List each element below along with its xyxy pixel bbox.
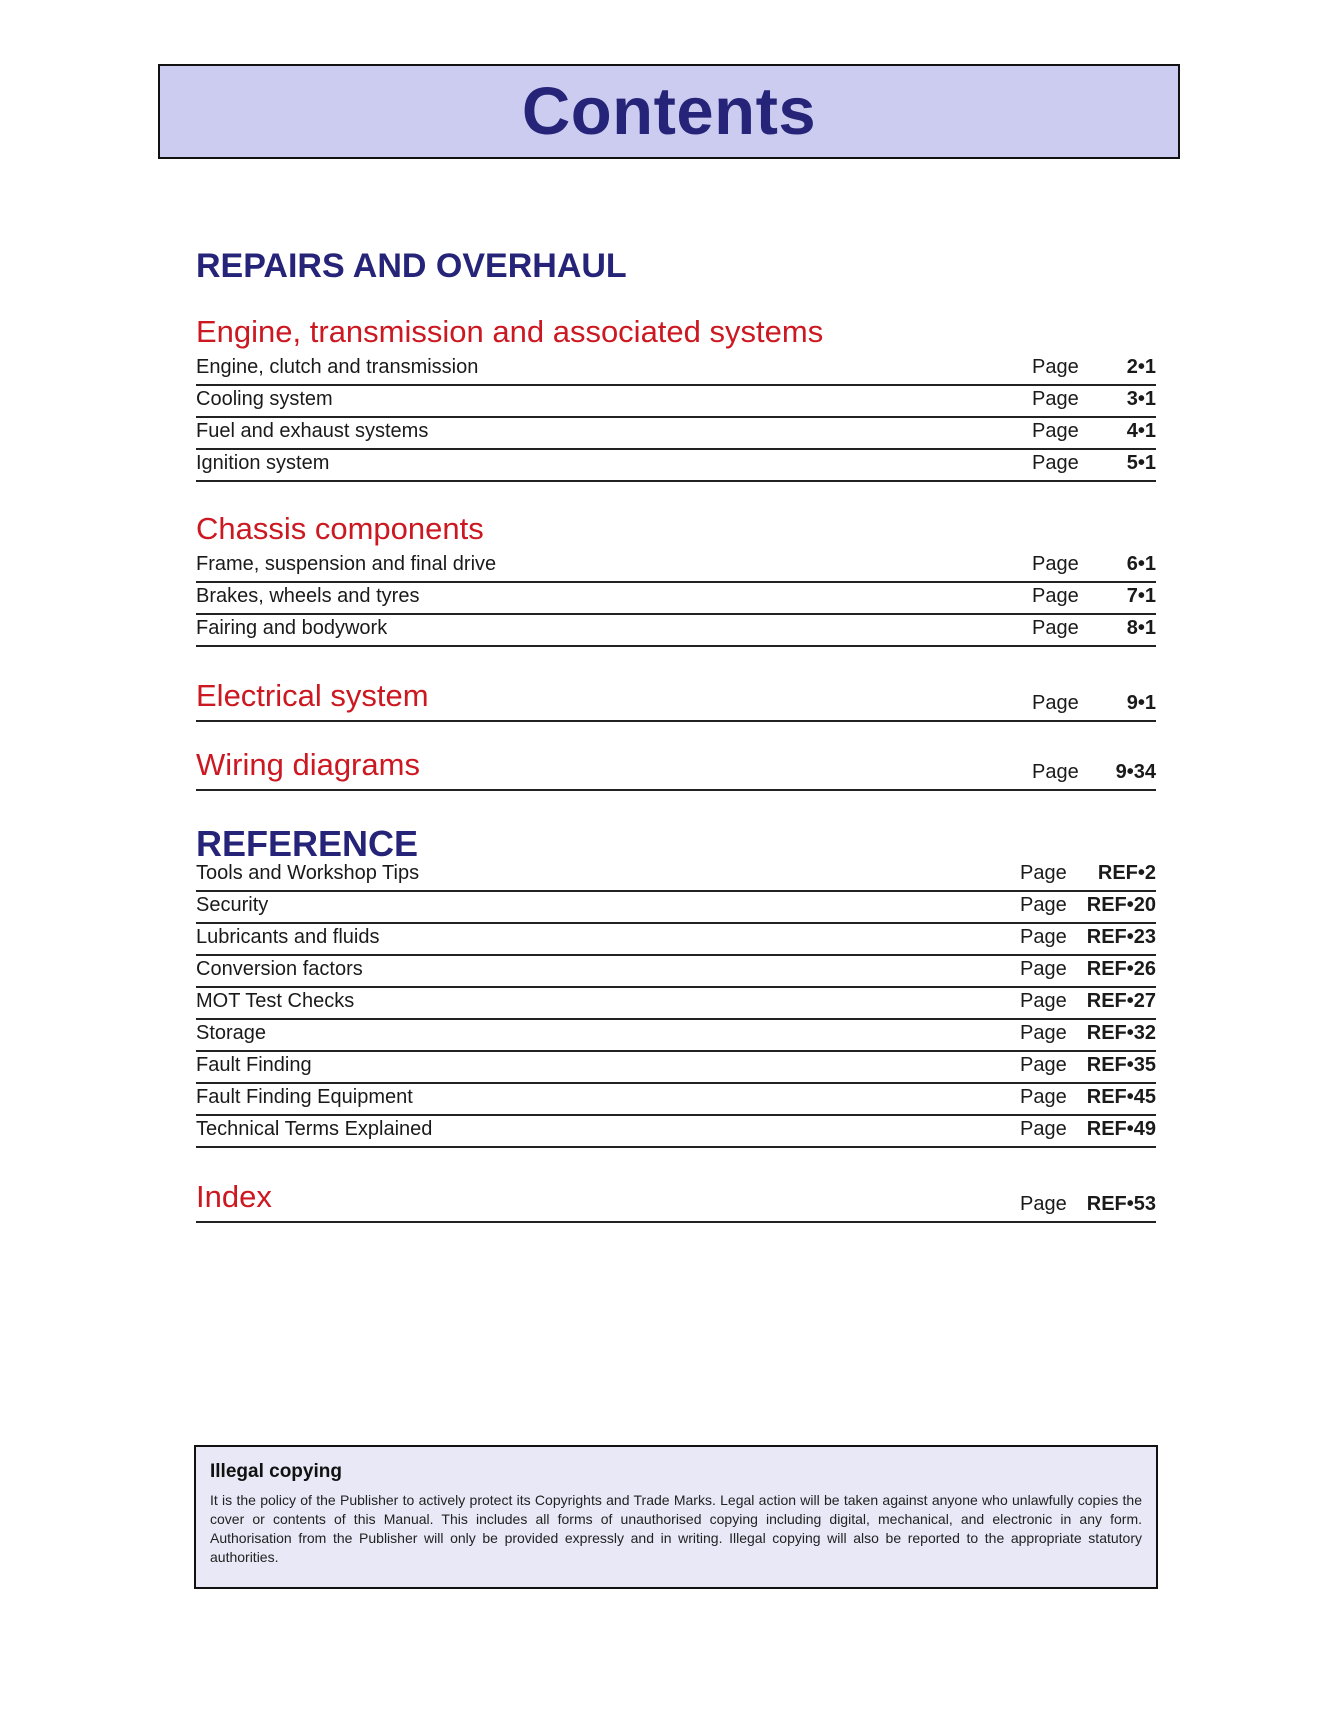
engine-section-title: Engine, transmission and associated systems: [196, 314, 824, 349]
chassis-section-title: Chassis components: [196, 511, 484, 546]
page-word: Page: [1020, 894, 1067, 916]
toc-row-label: Fuel and exhaust systems: [196, 420, 429, 442]
page-number: 3•1: [1126, 388, 1156, 410]
page-number: 9•1: [1126, 692, 1156, 714]
toc-row-label: Electrical system: [196, 678, 429, 713]
toc-row-fault-finding-equipment[interactable]: [196, 1082, 1156, 1116]
page-word: Page: [1020, 862, 1067, 884]
toc-row-label: Tools and Workshop Tips: [196, 862, 420, 884]
toc-row-label: MOT Test Checks: [196, 990, 355, 1012]
page-word: Page: [1020, 1054, 1067, 1076]
toc-row-storage[interactable]: [196, 1018, 1156, 1052]
toc-row-brakes-wheels[interactable]: [196, 581, 1156, 615]
toc-row-security[interactable]: [196, 890, 1156, 924]
toc-row-conversion[interactable]: [196, 954, 1156, 988]
page-number: REF•35: [1086, 1054, 1156, 1076]
page-number: REF•26: [1086, 958, 1156, 980]
page-word: Page: [1020, 1118, 1067, 1140]
contents-title-box: [158, 64, 1180, 159]
toc-row-label: Storage: [196, 1022, 267, 1044]
toc-row-engine-clutch[interactable]: [196, 350, 1156, 386]
page-word: Page: [1032, 617, 1079, 639]
illegal-copying-notice: [194, 1445, 1158, 1589]
page-word: Page: [1032, 585, 1079, 607]
toc-row-label: Brakes, wheels and tyres: [196, 585, 420, 607]
toc-row-ignition[interactable]: [196, 448, 1156, 482]
toc-row-label: Frame, suspension and final drive: [196, 553, 497, 575]
toc-row-electrical[interactable]: [196, 670, 1156, 722]
toc-row-label: Ignition system: [196, 452, 330, 474]
page-word: Page: [1020, 1086, 1067, 1108]
toc-row-frame-suspension[interactable]: [196, 547, 1156, 583]
page-number: 7•1: [1126, 585, 1156, 607]
page-word: Page: [1020, 1022, 1067, 1044]
toc-row-index[interactable]: [196, 1171, 1156, 1223]
toc-row-fuel-exhaust[interactable]: [196, 416, 1156, 450]
page-word: Page: [1020, 1193, 1067, 1215]
page-number: REF•2: [1097, 862, 1156, 884]
toc-row-lubricants[interactable]: [196, 922, 1156, 956]
page-number: 2•1: [1126, 356, 1156, 378]
notice-text: It is the policy of the Publisher to actively protect its Copyrights and Trade Marks. Legal action will be taken against anyone who unlawfully copies the cover or contents of this Manual. This includes all forms of unauthorised copying including digital, mechanical, and electronic in any form. Authorisation from the Publisher will only be provided expressly and in writing. Illegal copying will also be reported to the appropriate statutory authorities.: [210, 1492, 1142, 1565]
page-word: Page: [1032, 452, 1079, 474]
page-word: Page: [1032, 692, 1079, 714]
page-word: Page: [1032, 388, 1079, 410]
toc-row-label: Cooling system: [196, 388, 333, 410]
page-word: Page: [1032, 761, 1079, 783]
reference-heading: REFERENCE: [196, 823, 419, 864]
toc-row-label: Lubricants and fluids: [196, 926, 380, 948]
page-number: 5•1: [1126, 452, 1156, 474]
page-number: 8•1: [1126, 617, 1156, 639]
repairs-heading: REPAIRS AND OVERHAUL: [196, 247, 627, 285]
toc-row-cooling[interactable]: [196, 384, 1156, 418]
toc-row-tools-tips[interactable]: [196, 856, 1156, 892]
page-number: REF•20: [1086, 894, 1156, 916]
toc-row-label: Engine, clutch and transmission: [196, 356, 479, 378]
page-number: 9•34: [1115, 761, 1156, 783]
toc-row-technical-terms[interactable]: [196, 1114, 1156, 1148]
toc-row-label: Conversion factors: [196, 958, 363, 980]
toc-row-label: Index: [196, 1179, 272, 1214]
page-number: 4•1: [1126, 420, 1156, 442]
page-number: 6•1: [1126, 553, 1156, 575]
page-number: REF•27: [1086, 990, 1156, 1012]
page-word: Page: [1020, 990, 1067, 1012]
page-word: Page: [1032, 553, 1079, 575]
toc-row-fairing-bodywork[interactable]: [196, 613, 1156, 647]
notice-heading: Illegal copying: [210, 1461, 342, 1482]
toc-row-label: Wiring diagrams: [196, 747, 420, 782]
page-number: REF•23: [1086, 926, 1156, 948]
toc-row-fault-finding[interactable]: [196, 1050, 1156, 1084]
page-word: Page: [1032, 356, 1079, 378]
toc-row-label: Fairing and bodywork: [196, 617, 388, 639]
toc-row-label: Fault Finding: [196, 1054, 312, 1076]
toc-row-mot[interactable]: [196, 986, 1156, 1020]
page-number: REF•49: [1086, 1118, 1156, 1140]
toc-row-wiring[interactable]: [196, 739, 1156, 791]
page-number: REF•45: [1086, 1086, 1156, 1108]
page-number: REF•53: [1086, 1193, 1156, 1215]
page-number: REF•32: [1086, 1022, 1156, 1044]
page-word: Page: [1020, 926, 1067, 948]
page-word: Page: [1020, 958, 1067, 980]
toc-row-label: Security: [196, 894, 269, 916]
page-word: Page: [1032, 420, 1079, 442]
page-title: Contents: [521, 74, 817, 149]
toc-row-label: Fault Finding Equipment: [196, 1086, 413, 1108]
toc-row-label: Technical Terms Explained: [196, 1118, 433, 1140]
